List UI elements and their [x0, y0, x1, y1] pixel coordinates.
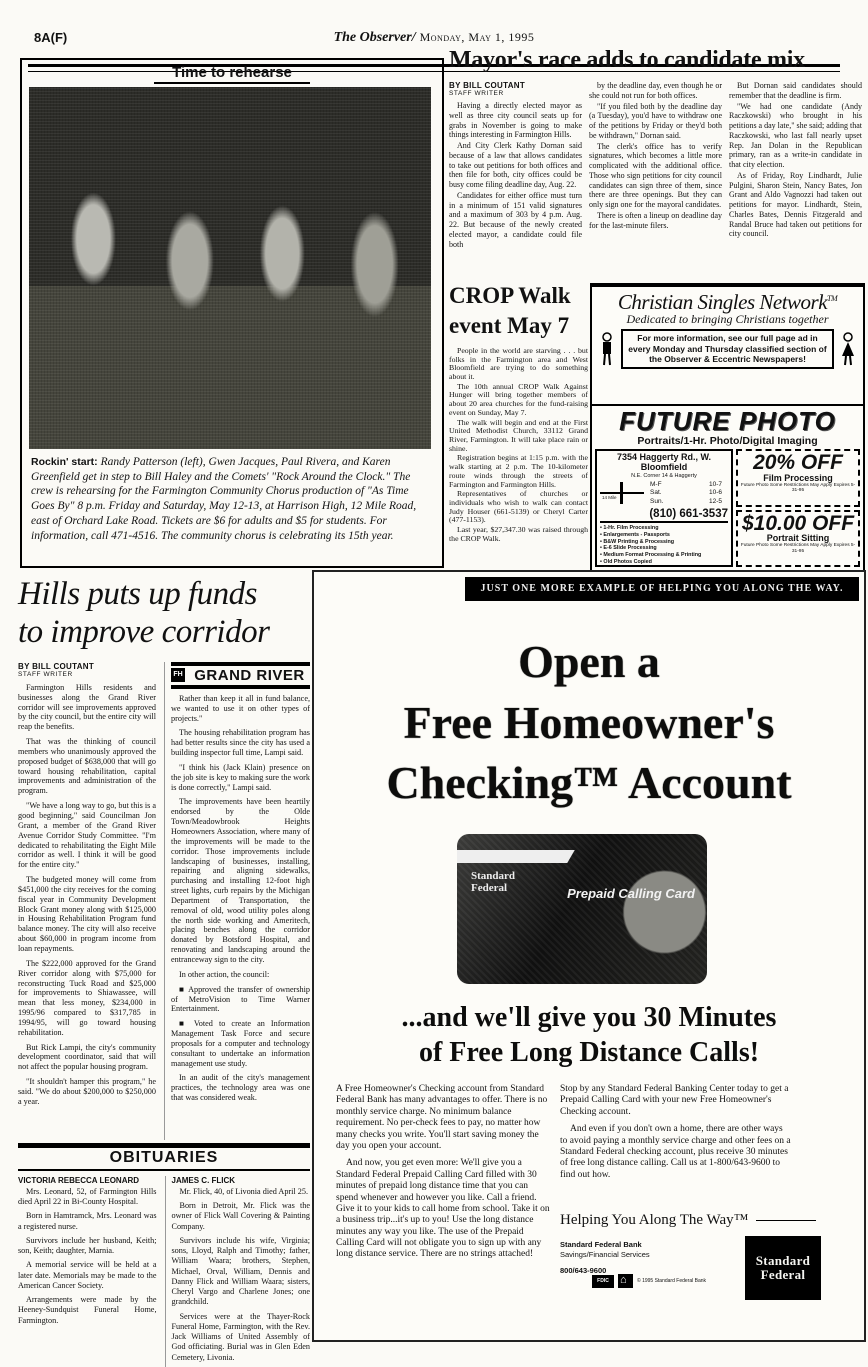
obituaries-header: OBITUARIES [18, 1143, 310, 1171]
paragraph: Having a directly elected mayor as well as three city council seats up for grabs in November is going to make things interesting in Farmington Hills. [449, 101, 582, 140]
hours-row: M-F 10-7 [650, 480, 722, 488]
woman-figure-icon [837, 332, 859, 366]
coupon2-item: Portrait Sitting [766, 533, 830, 544]
obituary-text [18, 1187, 157, 1326]
paragraph: Mr. Flick, 40, of Livonia died April 25. [179, 1186, 308, 1196]
bank-ad-headline [314, 632, 864, 814]
paragraph: "We had one candidate (Andy Raczkowski) who brought in his petitions a day late," she said; adding that Raczkowski, who last fall nearly upset Rep. Jan Dolan in the Republican primary, ran as a write-in candidate in that city election. [729, 101, 862, 170]
paragraph: And now, you get even more: We'll give you a Standard Federal Prepaid Calling Card filled with 30 minutes of prepaid long distance time that you can spend whenever and however you like. Call a friend. Give it to your kids to call home from school. Take it on a business trip...it's up to you! Use the long distance minutes any way you like. The use of the Prepaid Calling Card will not obligate you to sign up with any long distance service. There are no strings attached! [336, 1158, 550, 1260]
map-icon [600, 482, 644, 504]
grand-river-section-header [171, 662, 310, 689]
bank-subhead-line2: of Free Long Distance Calls! [418, 1037, 760, 1068]
coupon1-item: Film Processing [763, 472, 833, 483]
hours-row: Sun. 12-5 [650, 497, 722, 505]
paragraph: • Old Photos Copied [600, 559, 728, 566]
future-photo-address: 7354 Haggerty Rd., W. Bloomfield [616, 452, 712, 472]
paragraph: "We have a long way to go, but this is a good beginning," said Councilman Jon Grant, a member of the Grand River Avenue Corridor Study Committee. "I'm dedicated to rehabilitating the Eight Mile corridor as well. I think it will be good for the entire city." [18, 801, 156, 870]
hills-byline: BY BILL COUTANT [18, 661, 95, 671]
paragraph: Rather than keep it all in fund balance, we wanted to use it on other types of projects." [171, 693, 310, 723]
coupon-film-processing [736, 449, 860, 507]
issue-date: Monday, May 1, 1995 [419, 30, 535, 44]
paragraph: The improvements have been heartily endorsed by the Olde Town/Meadowbrook Heights Homeowners Association, where many of the improvements will be made to the corridor. Those improvements include landscaping of businesses, installing, repairing and aligning sidewalks, purchasing and installing 12-foot high street lights, curb repairs by the Michigan Department of Transportation, the removal of old, wood utility poles along the north side working and Ameritech, placing benches along the corridor donated by Botsford Hospital, and renovating and landscaping around the entranceway sign to the city. [171, 797, 310, 964]
paragraph: "If you filed both by the deadline day (a Tuesday), you'd have to withdraw one of the petitions by Friday or they'd both be withdrawn," Dornan said. [589, 101, 722, 140]
paragraph: ■ Voted to create an Information Management Task Force and secure proposals for a computer and technology consultant to undertake an information management use study. [171, 1019, 310, 1068]
bank-compliance-icons [592, 1274, 706, 1288]
trademark-symbol: TM [827, 294, 838, 303]
paragraph: Last year, $27,347.30 was raised through the CROP Walk. [449, 525, 588, 543]
bank-ad-banner: JUST ONE MORE EXAMPLE OF HELPING YOU ALONG THE WAY. [465, 577, 859, 601]
future-photo-info-box [595, 449, 733, 567]
paragraph: Born in Detroit, Mr. Flick was the owner of Flick Wall Covering & Painting Company. [171, 1201, 310, 1231]
singles-ad-title-text: Christian Singles Network [617, 290, 828, 314]
bank-body-left [336, 1084, 552, 1267]
future-photo-hours [644, 481, 728, 506]
bank-footer-services: Savings/Financial Services [560, 1249, 650, 1259]
mayor-byline-title: STAFF WRITER [449, 90, 504, 98]
paragraph: Stop by any Standard Federal Banking Center today to get a Prepaid Calling Card with your new Free Homeowner's Checking account. [560, 1084, 789, 1117]
singles-ad-row [592, 326, 863, 369]
paragraph: • Medium Format Processing & Printing [600, 552, 728, 559]
standard-federal-ad [312, 570, 866, 1342]
paragraph: The budgeted money will come from $451,000 the city receives for the coming fiscal year in Community Development Block Grant money along with $125,000 in Housing Rehabilitation Program fund balance money. The city will also receive about $60,000 in program income from loan repayments. [18, 875, 156, 953]
article-crop-walk [449, 281, 588, 563]
paragraph: Arrangements were made by the Heeney-Sundquist Funeral Home, Farmington. [18, 1295, 157, 1325]
bank-footer-name: Standard Federal Bank [560, 1240, 642, 1249]
caption-text: Randy Patterson (left), Gwen Jacques, Paul Rivera, and Karen Greenfield get in step to Bill Haley and the Comets' "Rock Around the Clock." The crew is rehearsing for the Farmington Community Chorus production of "As Time Goes By" 8 p.m. Friday and Saturday, May 12-13, at Harrison High, 12 Mile Road, east of Orchard Lake Road. Tickets are $6 for adults and $5 for students. For information, call 471-4516. The community chorus is celebrating its 15th year. [31, 456, 417, 542]
hills-byline-title: STAFF WRITER [18, 670, 73, 678]
paragraph: "I think his (Jack Klain) presence on the job site is key to making sure the work is done correctly," Lampi said. [171, 762, 310, 792]
paragraph: In other action, the council: [179, 969, 270, 979]
standard-federal-logo [745, 1236, 821, 1300]
singles-ad-info: For more information, see our full page ad in every Monday and Thursday classified section of the Observer & Eccentric Newspapers! [621, 329, 834, 369]
logo-line1: Standard [755, 1252, 811, 1268]
photo-feature [20, 58, 444, 568]
paragraph: The $222,000 approved for the Grand River corridor along with $75,000 for reconstructing Tuck Road and $25,000 for improvements to Shiawassee, will mean that less money, $234,000 in 1995/96 compared to $317,785 in 1994/95, will go toward housing rehabilitation. [18, 958, 156, 1037]
crop-body [449, 347, 588, 563]
future-photo-map-row [600, 481, 728, 506]
obituary-name: VICTORIA REBECCA LEONARD [18, 1175, 140, 1185]
bank-ad-subhead [314, 1000, 864, 1070]
bank-copyright: © 1995 Standard Federal Bank [637, 1278, 707, 1284]
hills-col1-text [18, 683, 156, 1107]
paragraph: "It shouldn't hamper this program," he said. "We do about $200,000 to $250,000 a year. [18, 1077, 156, 1106]
paragraph: Survivors include his wife, Virginia; sons, Lloyd, Ralph and Timothy; father, William Waara; brothers, Stephen, Michael, Orval, William, Dennis and Danny Flick and William Waara; sisters, Cheryl Vargo and Charlene Jones; one grandchild. [171, 1235, 310, 1307]
singles-ad-title [592, 292, 863, 313]
paragraph: The clerk's office has to verify signatures, which becomes a little more complicated with the additional office. Those who sign petitions for city council candidates can sign three of them, since there are three openings. But they can only sign one for the mayoral candidates. [589, 141, 722, 210]
photo-kicker [22, 64, 442, 84]
coupon-portrait-sitting [736, 510, 860, 568]
card-brand-line2: Federal [471, 882, 508, 895]
paragraph: • E-6 Slide Processing [600, 545, 728, 552]
card-brand-line1: Standard [471, 870, 516, 882]
hills-headline [18, 576, 310, 652]
paragraph: Services were at the Thayer-Rock Funeral Home, Farmington, with the Rev. Jack Williams of United Assembly of God officiating. Burial was in Glen Eden Cemetery, Livonia. [171, 1311, 310, 1362]
page-number: 8A(F) [34, 30, 68, 45]
paragraph: Representatives of churches or individuals who wish to walk can contact Judy Houser (661-5139) or Cheryl Carter (477-1153). [449, 489, 588, 525]
equal-housing-lender-icon [618, 1274, 633, 1288]
paragraph: A Free Homeowner's Checking account from Standard Federal Bank has many advantages to offer. There is no monthly service charge. No minimum balance requirement. No per-check fees to pay, no matter how many checks you write. You'll start saving money the day you open your account. [336, 1084, 548, 1151]
mayor-column-1 [449, 81, 582, 277]
paragraph [600, 566, 728, 567]
future-photo-ad [590, 404, 865, 572]
member-fdic-icon: FDIC [592, 1275, 614, 1288]
bank-headline-line3: Checking™ Account [386, 757, 792, 809]
grand-river-title: GRAND RIVER [194, 666, 305, 684]
obituaries-columns [18, 1176, 310, 1367]
paragraph: As of Friday, Roy Lindhardt, Julie Pulgini, Sharon Stein, Nancy Bates, Jon Grant and Aldo Vagnozzi had taken out petitions for mayor. Lindhardt, Stein, Charles Bates, Dennis Fitzgerald and Randal Bruce had taken out petitions for city council. [729, 170, 862, 239]
christian-singles-ad [590, 283, 865, 406]
hills-columns [18, 662, 310, 1140]
paragraph: A memorial service will be held at a later date. Memorials may be made to the American Cancer Society. [18, 1260, 157, 1290]
paragraph: • Enlargements - Passports [600, 532, 728, 539]
card-brand [471, 870, 515, 894]
mayor-column-3 [729, 81, 862, 277]
paragraph: In an audit of the city's management practices, the technology area was one that was considered weak. [171, 1073, 310, 1103]
bank-footer [560, 1240, 650, 1275]
future-photo-address2: N.E. Corner 14 & Haggerty [631, 472, 697, 479]
paragraph: • B&W Printing & Processing [600, 539, 728, 546]
future-photo-phone: (810) 661-3537 [600, 508, 728, 523]
photo-kicker-label: Time to rehearse [154, 64, 310, 84]
article-mayors-race [449, 48, 862, 277]
paragraph: Candidates for either office must turn in a minimum of 151 valid signatures and a maximum of 303 by 4 p.m. Aug. 22. But because of the newly created elected mayor, a candidate could file both [449, 190, 582, 249]
hills-col2-text [171, 694, 310, 1103]
card-stripe [457, 850, 575, 863]
coupon1-amount: 20% OFF [753, 451, 843, 474]
paragraph: Farmington Hills residents and businesses along the Grand River corridor will see improvements approved by the city council, but the entire city will reap the benefits. [18, 682, 156, 732]
hours-row: Sat. 10-6 [650, 489, 722, 497]
obituary-name: JAMES C. FLICK [171, 1175, 236, 1185]
coupon2-amount: $10.00 OFF [741, 511, 855, 535]
mayor-byline: BY BILL COUTANT [449, 81, 526, 91]
caption-lead: Rockin' start: [31, 456, 98, 468]
paragraph: • 1-Hr. Film Processing [600, 525, 728, 532]
obituary-leonard [18, 1176, 157, 1367]
paragraph: And even if you don't own a home, there are other ways to avoid paying a monthly service charge and other fees on a Standard Federal checking account, plus receive 30 minutes of free long distance calling. Call us at 1-800/643-9600 to find out how. [560, 1124, 791, 1180]
future-photo-coupons [736, 449, 860, 567]
photo-caption [31, 455, 431, 543]
card-label: Prepaid Calling Card [567, 886, 695, 901]
mayor-columns [449, 81, 862, 277]
mayor-column-2 [589, 81, 722, 277]
newspaper-title: The Observer/ [333, 30, 416, 45]
paragraph: Registration begins at 1:15 p.m. with the walk starting at 2 p.m. The 10-kilometer route winds through the streets of Farmington and Farmington Hills. [449, 453, 588, 489]
paragraph: The housing rehabilitation program has had better results since the city has used a building inspector full time, Lampi said. [171, 728, 310, 758]
paragraph: Survivors include her husband, Keith; son, Keith; daughter, Marnia. [18, 1235, 157, 1256]
singles-ad-tagline: Dedicated to bringing Christians together [626, 312, 829, 326]
grand-river-icon: FH [171, 668, 185, 682]
paragraph: by the deadline day, even though he or she could not run for both offices. [589, 81, 722, 100]
mayor-col1-text [449, 101, 582, 249]
future-photo-subtitle: Portraits/1-Hr. Photo/Digital Imaging [637, 435, 818, 447]
paragraph: The 10th annual CROP Walk Against Hunger will bring together members of about 20 area churches for the fund-raising event on Sunday, May 7. [449, 381, 588, 417]
mayor-headline: Mayor's race adds to candidate mix [449, 47, 805, 73]
rehearsal-photo [29, 87, 431, 449]
paragraph: And City Clerk Kathy Dornan said because of a law that allows candidates to take out petitions for both offices and then file for both, city offices could be busy come filing deadline day, Aug. 22. [449, 141, 582, 190]
masthead [0, 28, 868, 46]
coupon2-fine-print: Future Photo Some Restrictions May Apply Expires 5-31-95 [740, 543, 856, 554]
prepaid-calling-card-image [457, 834, 707, 984]
logo-line2: Federal [760, 1267, 806, 1282]
hills-column-2 [164, 662, 310, 1140]
paragraph: Born in Hamtramck, Mrs. Leonard was a registered nurse. [18, 1211, 157, 1231]
hills-column-1 [18, 662, 156, 1140]
paragraph: That was the thinking of council members who unanimously approved the proposed budget of $638,000 that will go toward housing rehabilitation, capital improvements and administration of the program. [18, 737, 156, 796]
crop-headline: CROP Walk event May 7 [449, 283, 571, 338]
bank-subhead-line1: ...and we'll give you 30 Minutes [401, 1002, 777, 1033]
bank-headline-line2: Free Homeowner's [403, 696, 775, 748]
obituary-flick [165, 1176, 311, 1367]
future-photo-title: FUTURE PHOTO [619, 406, 836, 436]
obituary-text [172, 1187, 311, 1363]
man-figure-icon [596, 332, 618, 366]
paragraph: But Dornan said candidates should remember that the deadline is firm. [729, 81, 862, 100]
coupon1-fine-print: Future Photo Some Restrictions May Apply Expires 5-31-95 [740, 482, 856, 494]
hills-headline-line1: Hills puts up funds [18, 576, 257, 612]
map-label: 14 Mile [602, 495, 617, 501]
hills-headline-line2: to improve corridor [18, 613, 270, 650]
bank-tagline: Helping You Along The Way™ [560, 1212, 816, 1229]
paragraph: Mrs. Leonard, 52, of Farmington Hills died April 22 in Bi-County Hospital. [18, 1186, 157, 1207]
bank-headline-line1: Open a [518, 636, 660, 687]
paragraph: But Rick Lampi, the city's community development coordinator, said that will not affect the popular housing program. [18, 1042, 156, 1072]
bank-footer-phone: 800/643-9600 [560, 1265, 607, 1275]
future-photo-body [592, 449, 863, 567]
paragraph: The walk will begin and end at the First United Methodist Church, 33112 Grand River, Farmington. It will take place rain or shine. [449, 417, 588, 453]
bank-body-right [560, 1084, 792, 1187]
paragraph: There is often a lineup on deadline day for the last-minute filers. [589, 210, 722, 230]
article-hills-corridor [18, 576, 310, 1140]
obituaries-section [18, 1143, 310, 1367]
future-photo-services [600, 525, 728, 567]
paragraph: ■ Approved the transfer of ownership of MetroVision to Time Warner Entertainment. [171, 984, 310, 1014]
paragraph: People in the world are starving . . . but folks in the Farmington area and West Bloomfield are trying to do something about it. [449, 346, 588, 381]
